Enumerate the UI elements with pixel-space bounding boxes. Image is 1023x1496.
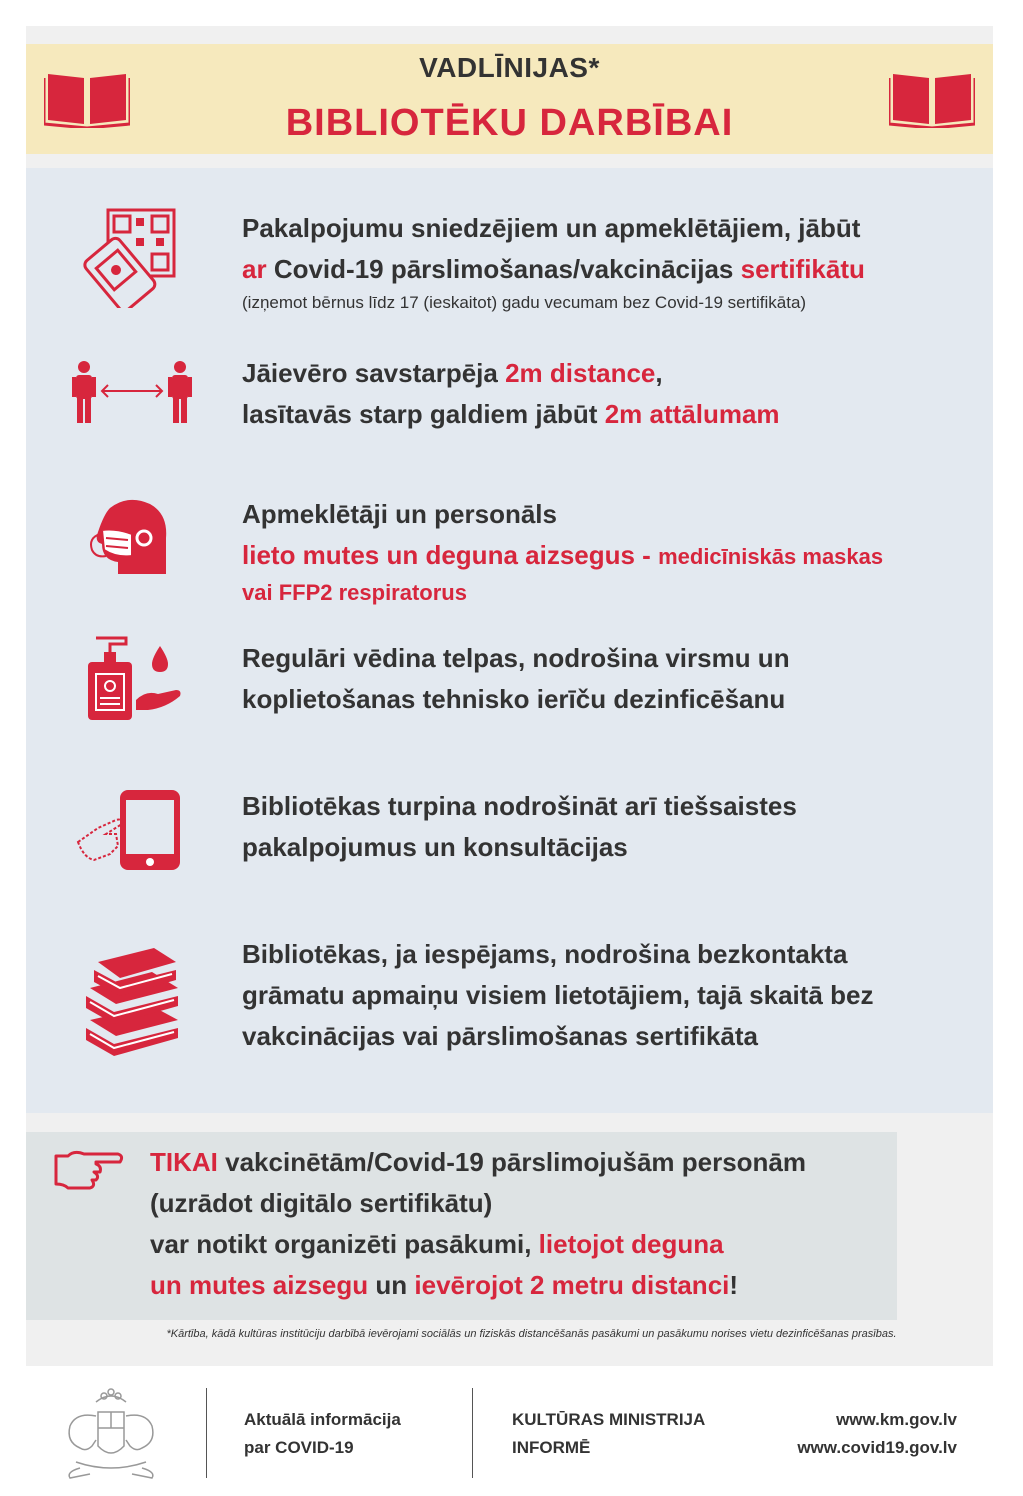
distance-icon (72, 361, 192, 425)
guideline-highlight: medicīniskās maskas (658, 544, 884, 569)
sanitizer-icon (86, 634, 182, 724)
covid19-website-link[interactable]: www.covid19.gov.lv (797, 1438, 957, 1457)
guidelines-panel (26, 168, 993, 1113)
footer-info-text: par COVID-19 (244, 1438, 354, 1457)
guideline-text: , (655, 358, 663, 388)
guideline-highlight: sertifikātu (740, 254, 865, 284)
guideline-highlight: lieto mutes un deguna aizsegus - (242, 540, 651, 570)
notice-keyword: TIKAI (150, 1147, 218, 1177)
notice-highlight: lietojot deguna (538, 1229, 724, 1259)
guideline-text: Pakalpojumu sniedzējiem un apmeklētājiem, jābūt (242, 213, 861, 243)
smartphone-icon (76, 788, 186, 872)
guideline-text: Bibliotēkas turpina nodrošināt arī tiešsaistes (242, 791, 797, 821)
guideline-highlight: 2m attālumam (604, 399, 780, 429)
poster-header (26, 44, 993, 154)
footer-ministry-text: KULTŪRAS MINISTRIJA (512, 1410, 706, 1429)
books-stack-icon (82, 948, 182, 1058)
qr-certificate-icon (78, 208, 178, 308)
guideline-text: pakalpojumus un konsultācijas (242, 832, 628, 862)
coat-of-arms-logo (56, 1382, 166, 1486)
footer-divider (472, 1388, 473, 1478)
notice-text: vakcinētām/Covid-19 pārslimojušām personām (225, 1147, 807, 1177)
km-website-link[interactable]: www.km.gov.lv (836, 1410, 957, 1429)
footer-info-text: Aktuālā informācija (244, 1410, 401, 1429)
face-mask-icon (88, 498, 172, 576)
pointing-hand-icon (54, 1148, 124, 1192)
guideline-highlight: vai FFP2 respiratorus (242, 580, 467, 605)
guideline-highlight: ar (242, 254, 267, 284)
header-title-main: BIBLIOTĒKU DARBĪBAI (285, 102, 734, 144)
notice-text: (uzrādot digitālo sertifikātu) (150, 1188, 493, 1218)
notice-highlight: un mutes aizsegu (150, 1270, 369, 1300)
header-title-small: VADLĪNIJAS* (419, 52, 600, 83)
open-book-icon (889, 64, 975, 128)
guideline-text: vakcinācijas vai pārslimošanas sertifikāta (242, 1021, 758, 1051)
guideline-text: Regulāri vēdina telpas, nodrošina virsmu un (242, 643, 790, 673)
events-notice (26, 1132, 897, 1320)
guideline-text: lasītavās starp galdiem jābūt (242, 399, 598, 429)
guideline-text: Covid-19 pārslimošanas/vakcinācijas (273, 254, 734, 284)
guideline-text: grāmatu apmaiņu visiem lietotājiem, tajā skaitā bez (242, 980, 874, 1010)
notice-text: ! (729, 1270, 739, 1300)
guideline-text: Jāievēro savstarpēja (242, 358, 498, 388)
guideline-text: Apmeklētāji un personāls (242, 499, 557, 529)
footer-divider (206, 1388, 207, 1478)
notice-highlight: ievērojot 2 metru distanci (414, 1270, 730, 1300)
notice-text: un (375, 1270, 408, 1300)
guideline-text: koplietošanas tehnisko ierīču dezinficēšanu (242, 684, 786, 714)
footer-ministry-text: INFORMĒ (512, 1438, 591, 1457)
guideline-note: (izņemot bērnus līdz 17 (ieskaitot) gadu vecumam bez Covid-19 sertifikāta) (242, 293, 807, 312)
footer (0, 1376, 1023, 1496)
guideline-text: Bibliotēkas, ja iespējams, nodrošina bezkontakta (242, 939, 848, 969)
footnote: *Kārtība, kādā kultūras institūciju darbībā ievērojami sociālās un fiziskās distancēšanās pasākumi un pasākumu norises vietu dezinficēšanas prasības. (166, 1328, 897, 1340)
notice-text: var notikt organizēti pasākumi, (150, 1229, 532, 1259)
guideline-highlight: 2m distance (505, 358, 656, 388)
